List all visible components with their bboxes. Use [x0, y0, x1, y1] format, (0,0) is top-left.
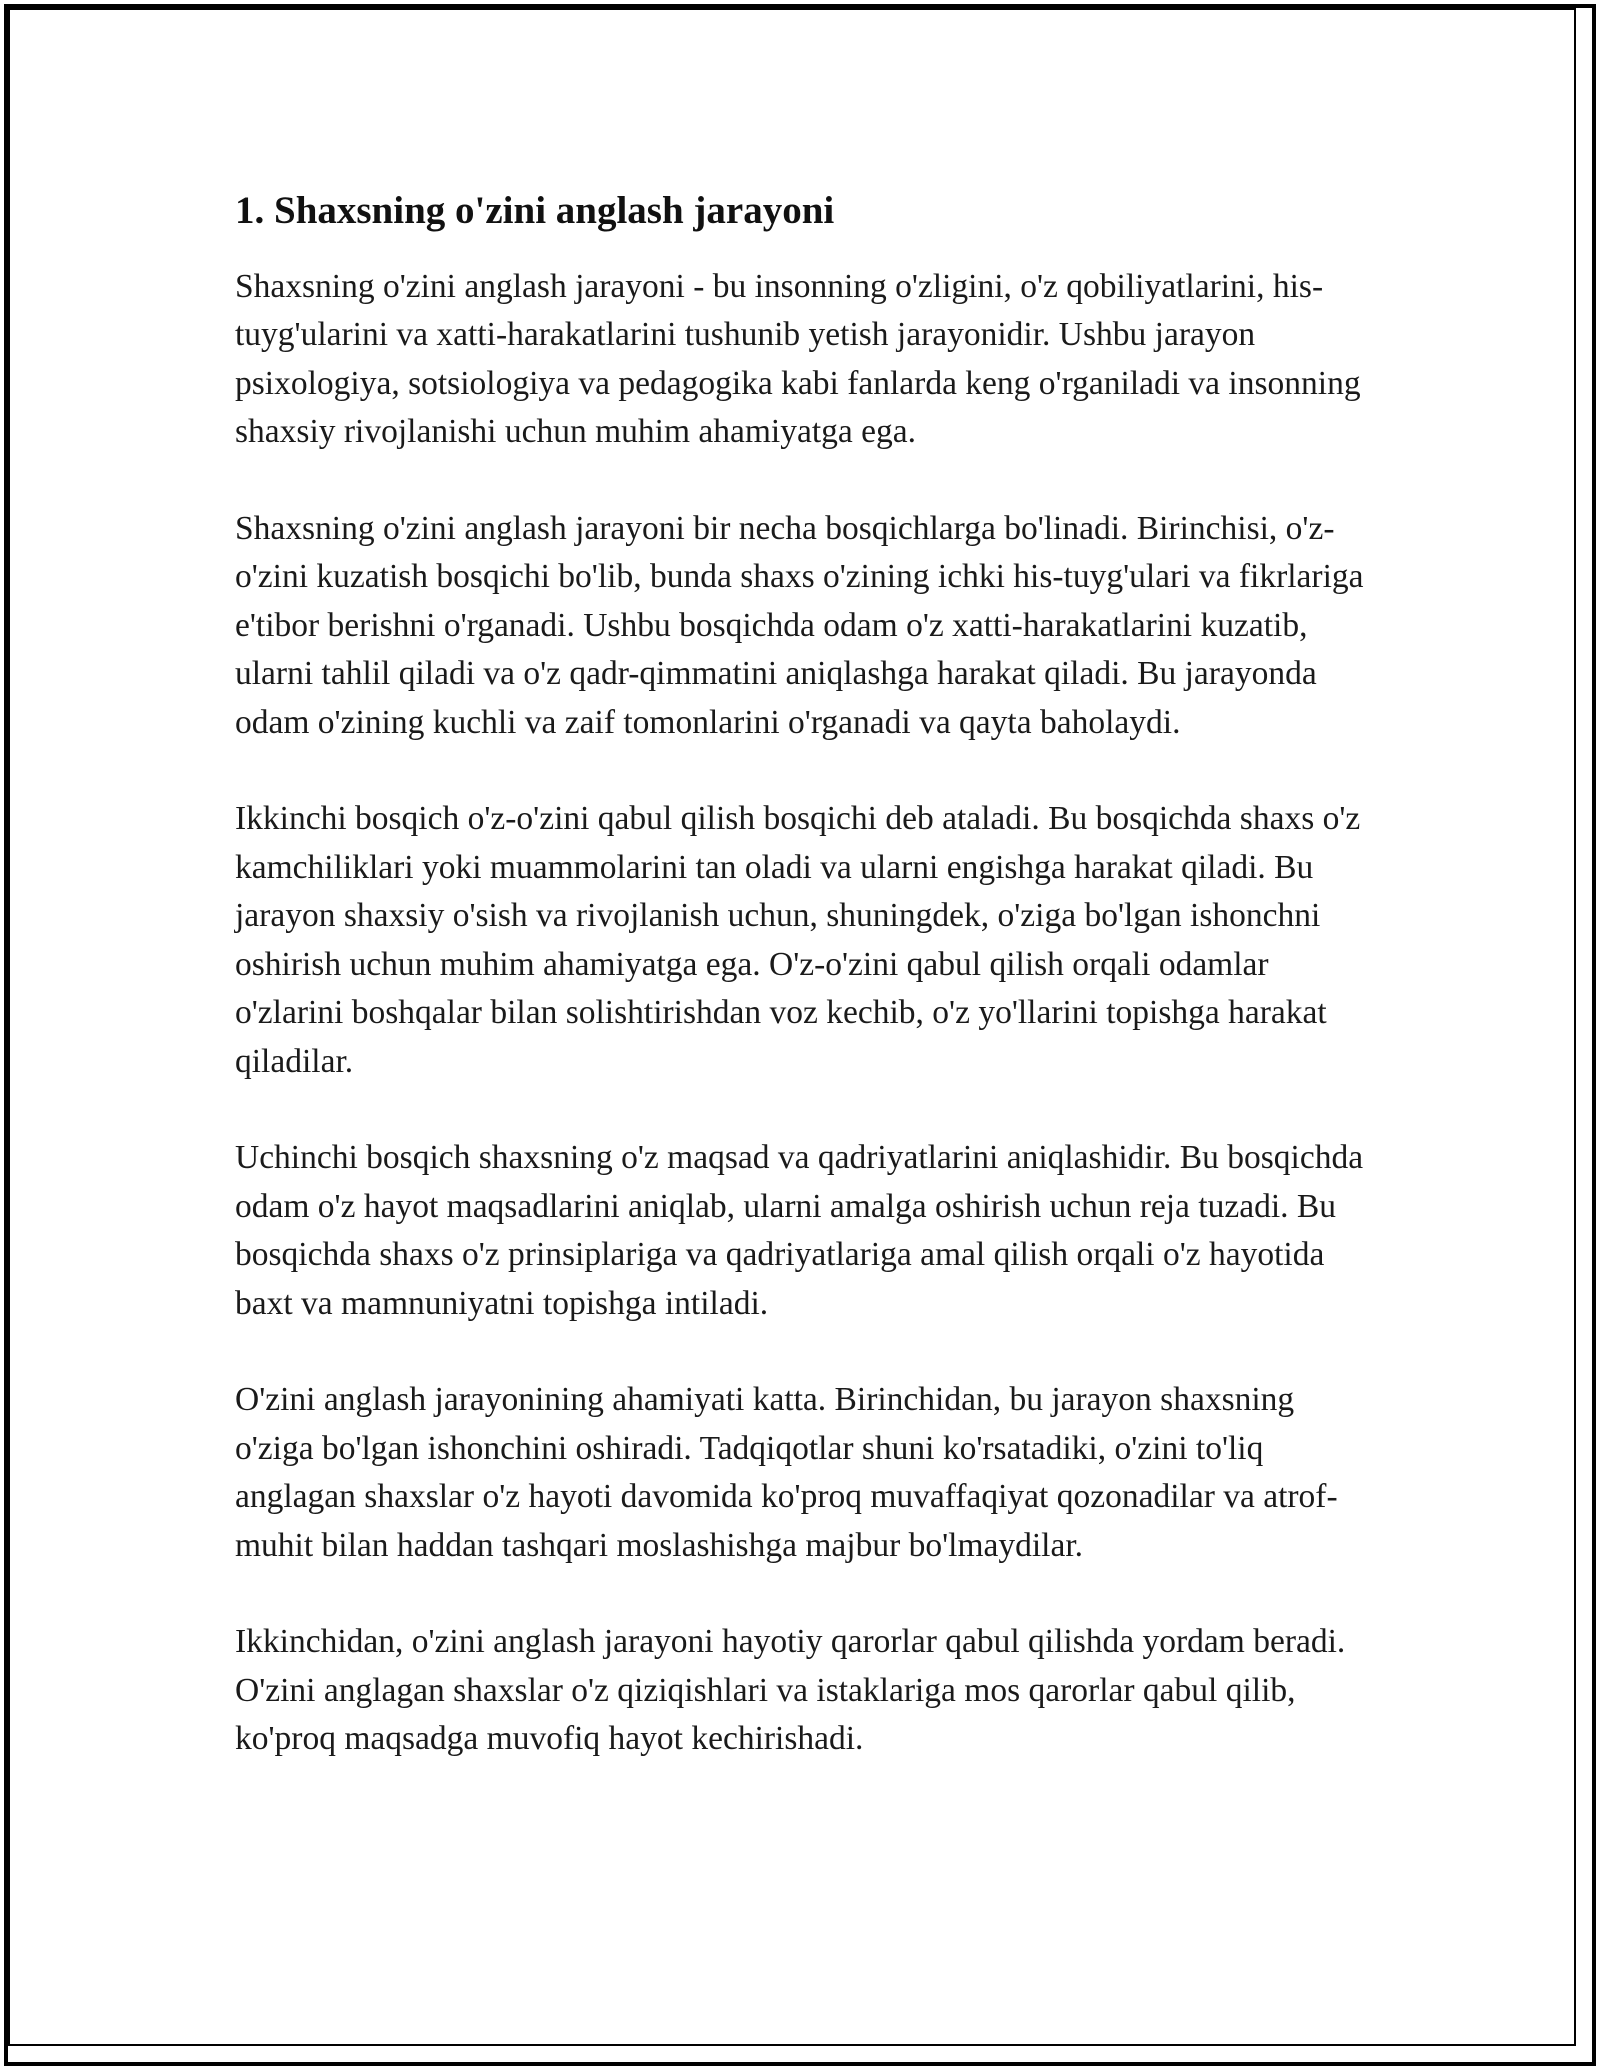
paragraph-4: Uchinchi bosqich shaxsning o'z maqsad va qadriyatlarini aniqlashidir. Bu bosqichda odam o'z hayot maqsadlarini aniqlab, ularni amalga oshirish uchun reja tuzadi. Bu bosqichda shaxs o'z prinsiplariga va qadriyatlariga amal qilish orqali o'z hayotida baxt va mamnuniyatni topishga intiladi. [235, 1139, 1364, 1322]
document-body [235, 180, 1370, 1812]
section-heading: 1. Shaxsning o'zini anglash jarayoni [235, 189, 835, 232]
paragraph-3: Ikkinchi bosqich o'z-o'zini qabul qilish bosqichi deb ataladi. Bu bosqichda shaxs o'z kamchiliklari yoki muammolarini tan oladi va ularni engishga harakat qiladi. Bu jarayon shaxsiy o'sish va rivojlanish uchun, shuningdek, o'ziga bo'lgan ishonchni oshirish uchun muhim ahamiyatga ega. O'z-o'zini qabul qilish orqali odamlar o'zlarini boshqalar bilan solishtirishdan voz kechib, o'z yo'llarini topishga harakat qiladilar. [235, 800, 1361, 1080]
paragraph-6: Ikkinchidan, o'zini anglash jarayoni hayotiy qarorlar qabul qilishda yordam beradi. O'zini anglagan shaxslar o'z qiziqishlari va istaklariga mos qarorlar qabul qilib, ko'proq maqsadga muvofiq hayot kechirishadi. [235, 1623, 1346, 1758]
paragraph-2: Shaxsning o'zini anglash jarayoni bir necha bosqichlarga bo'linadi. Birinchisi, o'z-o'zini kuzatish bosqichi bo'lib, bunda shaxs o'zining ichki his-tuyg'ulari va fikrlariga e'tibor berishni o'rganadi. Ushbu bosqichda odam o'z xatti-harakatlarini kuzatib, ularni tahlil qiladi va o'z qadr-qimmatini aniqlashga harakat qiladi. Bu jarayonda odam o'zining kuchli va zaif tomonlarini o'rganadi va qayta baholaydi. [235, 509, 1364, 741]
paragraph-1: Shaxsning o'zini anglash jarayoni - bu insonning o'zligini, o'z qobiliyatlarini, his-tuyg'ularini va xatti-harakatlarini tushunib yetish jarayonidir. Ushbu jarayon psixologiya, sotsiologiya va pedagogika kabi fanlarda keng o'rganiladi va insonning shaxsiy rivojlanishi uchun muhim ahamiyatga ega. [235, 267, 1361, 451]
paragraph-5: O'zini anglash jarayonining ahamiyati katta. Birinchidan, bu jarayon shaxsning o'ziga bo'lgan ishonchini oshiradi. Tadqiqotlar shuni ko'rsatadiki, o'zini to'liq anglagan shaxslar o'z hayoti davomida ko'proq muvaffaqiyat qozonadilar va atrof-muhit bilan haddan tashqari moslashishga majbur bo'lmaydilar. [235, 1381, 1338, 1564]
